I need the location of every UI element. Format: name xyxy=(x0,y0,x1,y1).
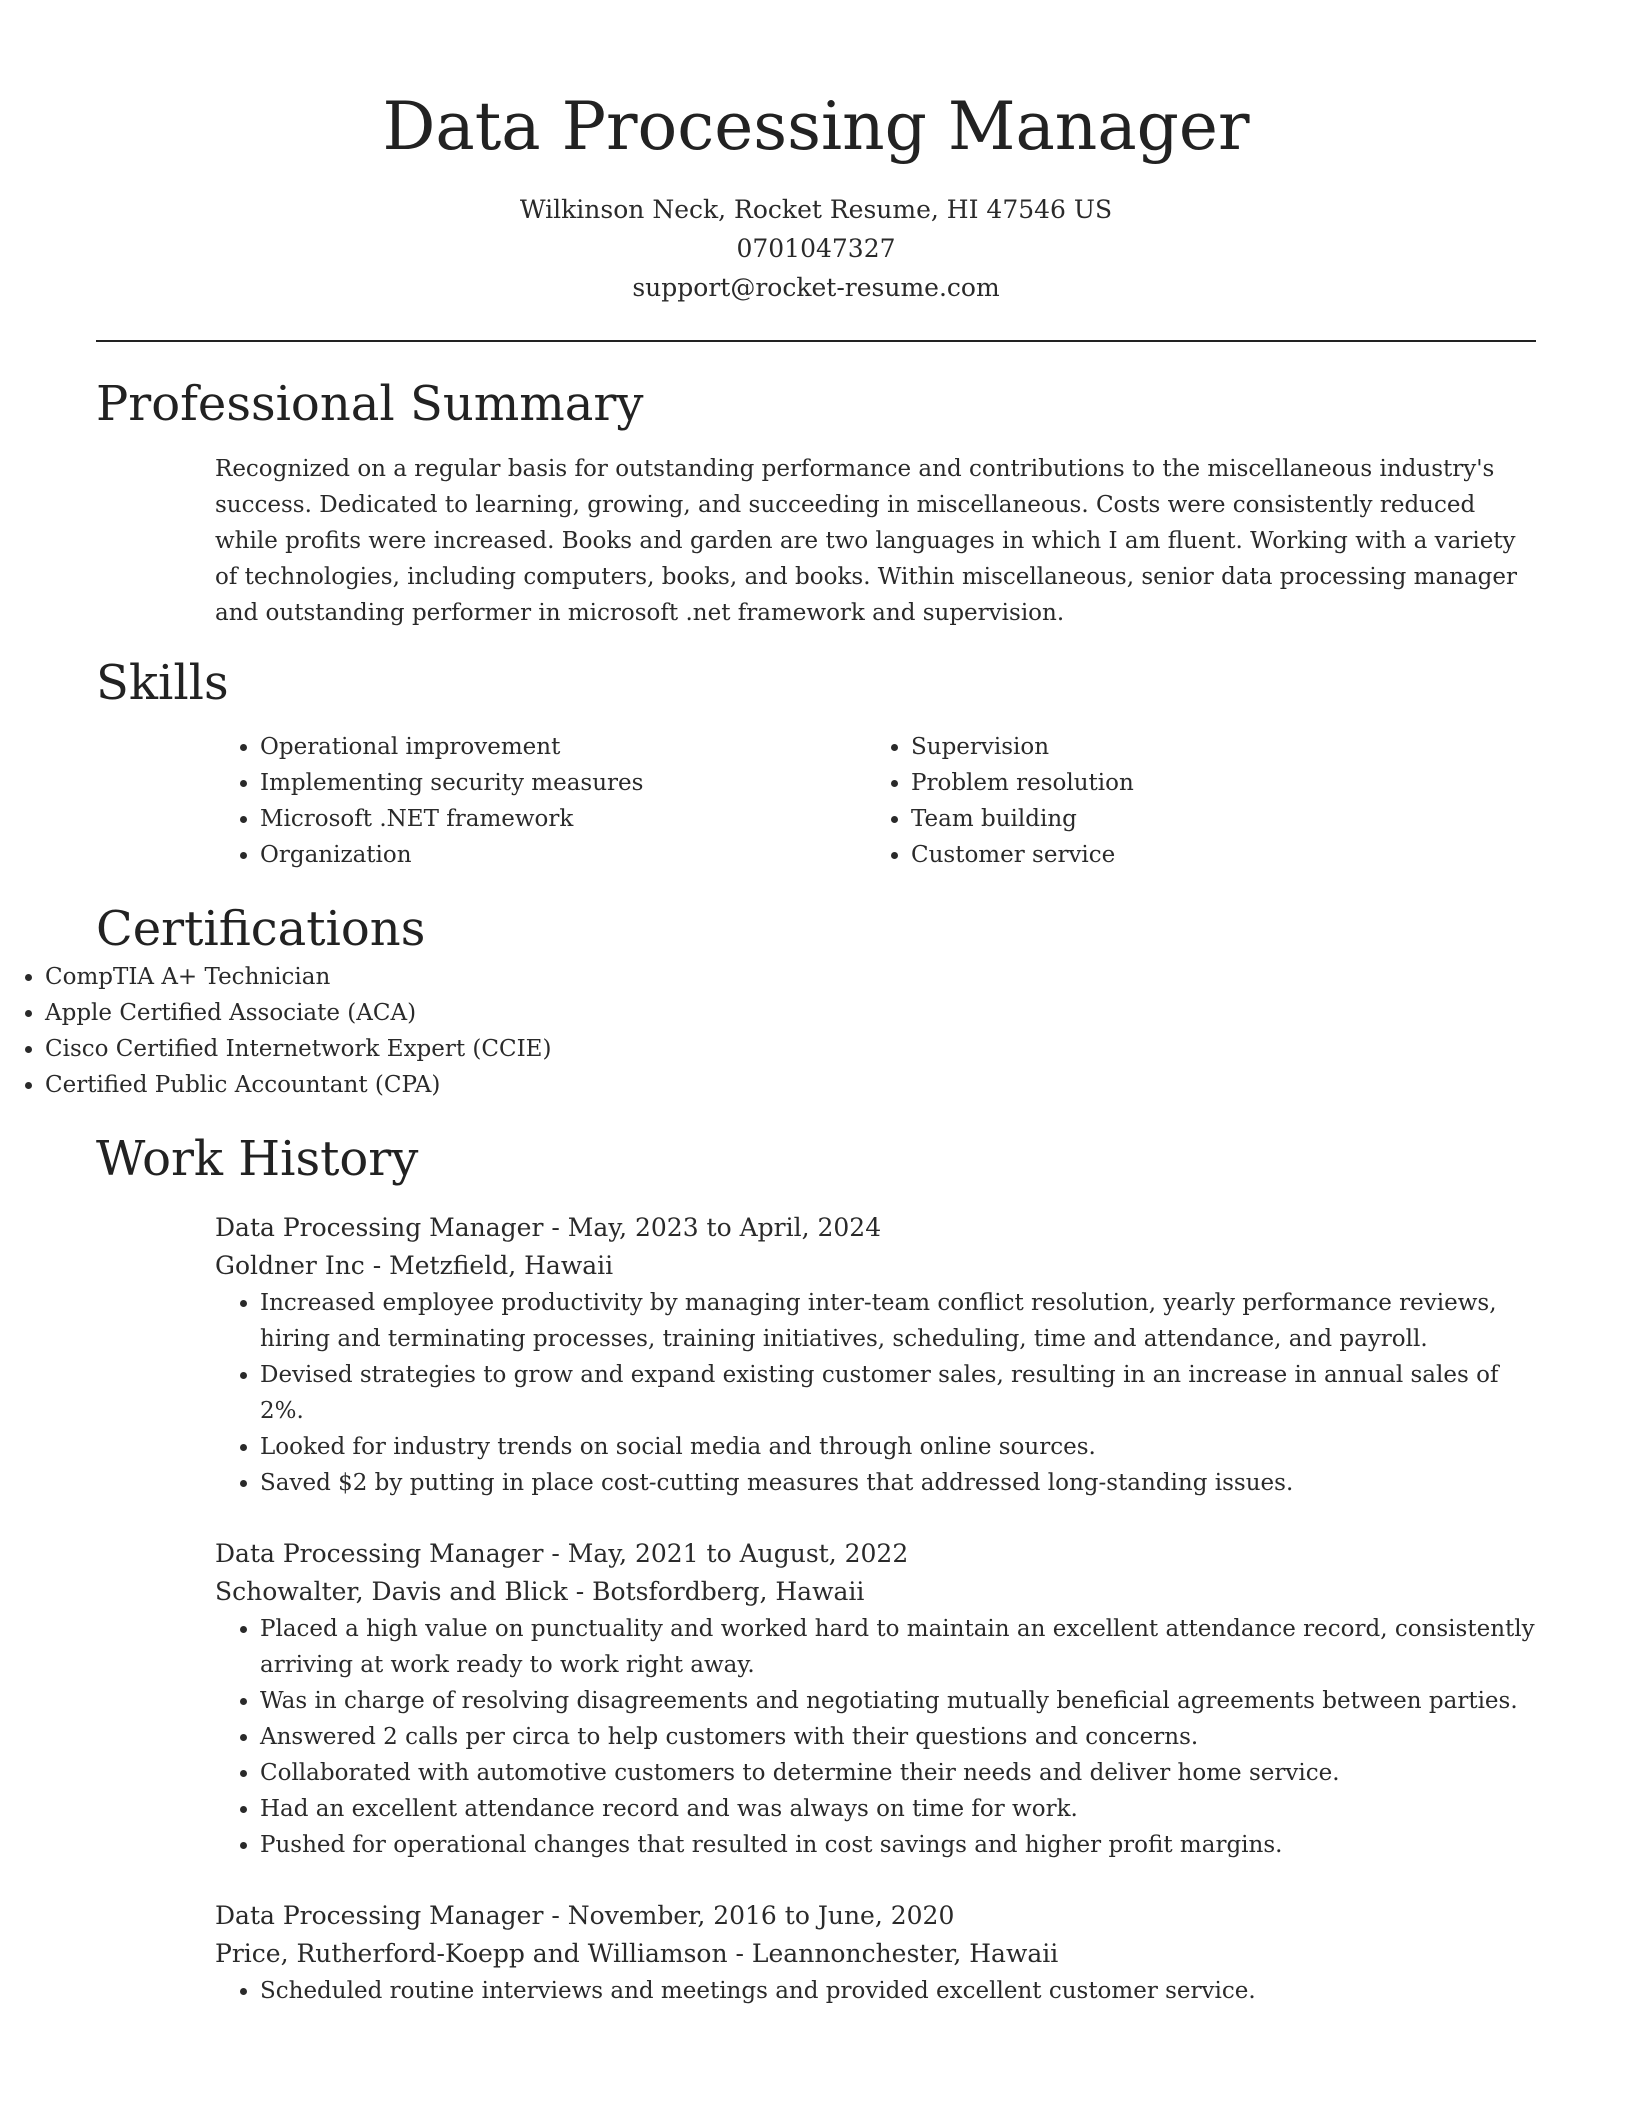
contact-phone: 0701047327 xyxy=(736,234,896,263)
contact-block xyxy=(0,190,1632,307)
certification-item: • Certified Public Accountant (CPA) xyxy=(45,1067,1632,1103)
job-bullet: • Devised strategies to grow and expand existing customer sales, resulting in an increase in annual sales of 2%. xyxy=(260,1357,1536,1429)
certification-item: • Cisco Certified Internetwork Expert (CCIE) xyxy=(45,1031,1632,1067)
job-bullet: • Pushed for operational changes that resulted in cost savings and higher profit margins. xyxy=(260,1827,1536,1863)
skills-grid xyxy=(0,729,1632,873)
certification-item: • Apple Certified Associate (ACA) xyxy=(45,995,1632,1031)
skill-item: • Supervision xyxy=(911,729,1366,765)
contact-email: support@rocket-resume.com xyxy=(632,273,1000,302)
job-entry xyxy=(215,1535,1536,1863)
header-divider xyxy=(96,340,1536,342)
job-bullet: • Scheduled routine interviews and meetings and provided excellent customer service. xyxy=(260,1973,1536,2009)
skills-heading: Skills xyxy=(96,655,229,711)
work-history-heading: Work History xyxy=(96,1131,419,1187)
skills-list-left xyxy=(215,729,866,873)
job-bullet: • Answered 2 calls per circa to help customers with their questions and concerns. xyxy=(260,1719,1536,1755)
resume-name: Data Processing Manager xyxy=(382,88,1250,165)
job-bullet-list xyxy=(215,1973,1536,2009)
job-bullet: • Increased employee productivity by managing inter-team conflict resolution, yearly performance reviews, hiring and terminating processes, training initiatives, scheduling, time and attendance, and payroll. xyxy=(260,1285,1536,1357)
job-entry xyxy=(215,1209,1536,1501)
skill-item: • Organization xyxy=(260,837,866,873)
resume-header xyxy=(0,0,1632,307)
skill-item: • Operational improvement xyxy=(260,729,866,765)
job-title-line: Data Processing Manager - May, 2023 to April, 2024 xyxy=(215,1213,882,1242)
skill-item: • Problem resolution xyxy=(911,765,1366,801)
job-bullet: • Looked for industry trends on social media and through online sources. xyxy=(260,1429,1536,1465)
job-bullet: • Had an excellent attendance record and was always on time for work. xyxy=(260,1791,1536,1827)
job-bullet-list xyxy=(215,1611,1536,1863)
job-entry xyxy=(215,1897,1536,2009)
certifications-heading: Certifications xyxy=(96,901,426,957)
job-title-line: Data Processing Manager - November, 2016 to June, 2020 xyxy=(215,1901,955,1930)
job-bullet-list xyxy=(215,1285,1536,1501)
certification-item: • CompTIA A+ Technician xyxy=(45,959,1632,995)
job-company-line: Price, Rutherford-Koepp and Williamson - Leannonchester, Hawaii xyxy=(215,1939,1059,1968)
job-bullet: • Placed a high value on punctuality and worked hard to maintain an excellent attendance record, consistently arriving at work ready to work right away. xyxy=(260,1611,1536,1683)
contact-address: Wilkinson Neck, Rocket Resume, HI 47546 US xyxy=(519,195,1113,224)
skill-item: • Team building xyxy=(911,801,1366,837)
job-bullet: • Collaborated with automotive customers to determine their needs and deliver home service. xyxy=(260,1755,1536,1791)
skill-item: • Customer service xyxy=(911,837,1366,873)
job-company-line: Goldner Inc - Metzfield, Hawaii xyxy=(215,1251,614,1280)
summary-heading: Professional Summary xyxy=(96,376,644,432)
job-bullet: • Was in charge of resolving disagreements and negotiating mutually beneficial agreements between parties. xyxy=(260,1683,1536,1719)
certifications-list xyxy=(0,959,1632,1103)
skill-item: • Implementing security measures xyxy=(260,765,866,801)
job-title-line: Data Processing Manager - May, 2021 to August, 2022 xyxy=(215,1539,909,1568)
skills-list-right xyxy=(866,729,1366,873)
job-bullet: • Saved $2 by putting in place cost-cutting measures that addressed long-standing issues. xyxy=(260,1465,1536,1501)
job-company-line: Schowalter, Davis and Blick - Botsfordberg, Hawaii xyxy=(215,1577,865,1606)
summary-text: Recognized on a regular basis for outstanding performance and contributions to the miscellaneous industry's success. Dedicated to learning, growing, and succeeding in miscellaneous. Costs were consistently reduced while profits were increased. Books and garden are two languages in which I am fluent. Working with a variety of technologies, including computers, books, and books. Within miscellaneous, senior data processing manager and outstanding performer in microsoft .net framework and supervision. xyxy=(215,456,1518,626)
skill-item: • Microsoft .NET framework xyxy=(260,801,866,837)
